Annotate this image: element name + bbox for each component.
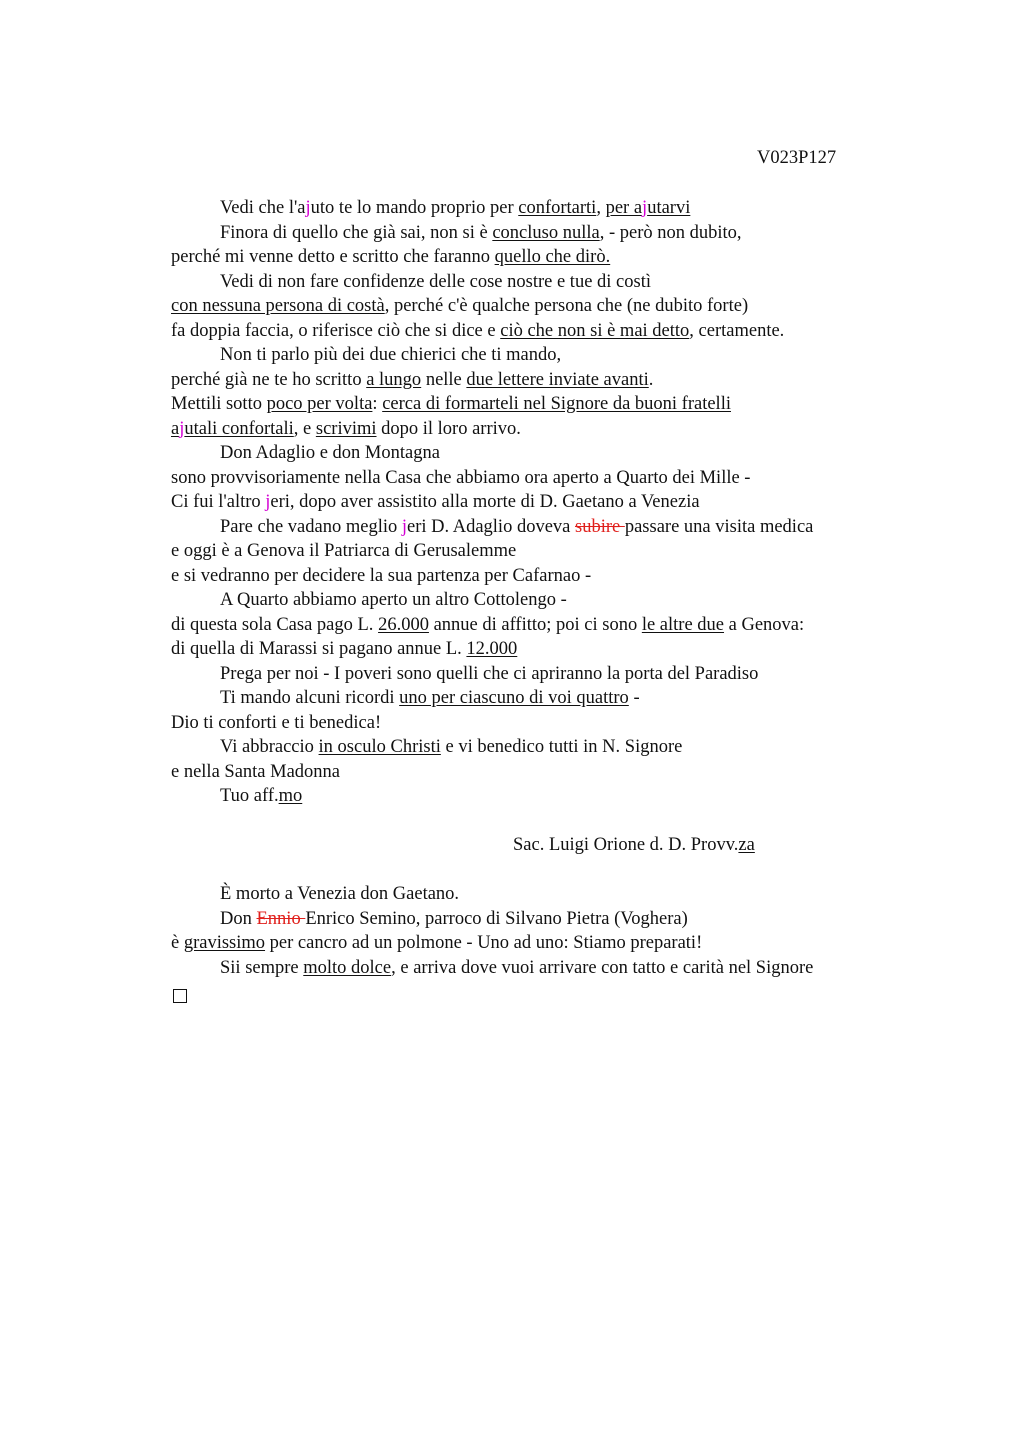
text-run: Vedi di non fare confidenze delle cose nostre e tue di costì (220, 271, 651, 292)
text-run: e si vedranno per decidere la sua partenza per Cafarnao - (171, 565, 592, 586)
corrected-letter: j (305, 198, 311, 218)
text-run: a Genova: (724, 614, 805, 635)
underlined-text: uno per ciascuno di voi quattro (399, 688, 629, 708)
underlined-text: 26.000 (378, 614, 429, 635)
underlined-text: gravissimo (183, 933, 266, 953)
letter-line (171, 368, 891, 393)
text-run: Finora di quello che già sai, non si è (220, 222, 493, 243)
corrected-letter: j (401, 516, 407, 537)
spacer (171, 809, 891, 834)
letter-line (171, 515, 891, 540)
letter-line (171, 319, 891, 344)
text-run: eri, dopo aver assistito alla morte di D. Gaetano a Venezia (270, 492, 700, 512)
underlined-text: con nessuna persona di costà (171, 296, 385, 316)
corrected-letter: j (179, 418, 185, 439)
text-run: Vedi che l'a (220, 198, 306, 218)
letter-line (171, 686, 891, 711)
deleted-text: Ennio (256, 908, 306, 929)
text-run: Ci fui l'altro (171, 492, 266, 512)
underlined-text: ciò che non si è mai detto (500, 320, 690, 341)
underlined-text: quello che dirò. (494, 247, 611, 267)
letter-line (171, 441, 891, 466)
text-run: Don Adaglio e don Montagna (220, 443, 440, 463)
letter-body (171, 196, 891, 1005)
text-run: , - però non dubito, (599, 222, 742, 243)
underlined-text: mo (278, 786, 303, 806)
underlined-text: poco per volta (266, 394, 373, 414)
page-id: V023P127 (757, 148, 837, 168)
letter-line (171, 662, 891, 687)
underlined-text: molto dolce (303, 957, 392, 978)
text-run: sono provvisoriamente nella Casa che abbiamo ora aperto a Quarto dei Mille - (171, 467, 751, 488)
postscript-line (171, 882, 891, 907)
text-run: Enrico Semino, parroco di Silvano Pietra (Voghera) (305, 908, 688, 929)
letter-line (171, 588, 891, 613)
letter-line (171, 417, 891, 442)
postscript-line (171, 907, 891, 932)
text-run: , (596, 198, 606, 218)
text-run: Sac. Luigi Orione d. D. Provv. (513, 835, 739, 855)
signature-line (171, 833, 891, 858)
text-run: passare una visita medica (624, 516, 814, 537)
text-run: Mettili sotto (171, 394, 267, 414)
text-run: a (171, 418, 180, 439)
letter-line (171, 490, 891, 515)
underlined-text: cerca di formarteli nel Signore da buoni fratelli (382, 394, 731, 414)
text-run: di quella di Marassi si pagano annue L. (171, 639, 467, 659)
text-run: per cancro ad un polmone - Uno ad uno: Stiamo preparati! (265, 933, 703, 953)
underlined-text (606, 198, 691, 218)
letter-line (171, 613, 891, 638)
letter-line (171, 294, 891, 319)
text-run: uto te lo mando proprio per (310, 198, 519, 218)
letter-line (171, 245, 891, 270)
text-run: e vi benedico tutti in N. Signore (440, 737, 683, 757)
text-run: utali confortali (184, 418, 294, 439)
letter-line (171, 735, 891, 760)
text-run: È morto a Venezia don Gaetano. (220, 884, 460, 904)
underlined-text (171, 419, 294, 439)
underlined-text: in osculo Christi (318, 737, 441, 757)
text-run: dopo il loro arrivo. (376, 418, 521, 439)
text-run: perché già ne te ho scritto (171, 369, 367, 390)
text-run: Ti mando alcuni ricordi (220, 688, 400, 708)
letter-line (171, 343, 891, 368)
text-run: , e arriva dove vuoi arrivare con tatto e carità nel Signore (391, 957, 814, 978)
text-run: e nella Santa Madonna (171, 761, 341, 782)
letter-line (171, 270, 891, 295)
underlined-text: za (738, 835, 755, 855)
text-run: perché mi venne detto e scritto che faranno (171, 247, 495, 267)
underlined-text: scrivimi (315, 418, 377, 439)
spacer (171, 858, 891, 883)
postscript-line (171, 956, 891, 981)
text-run: nelle (421, 369, 467, 390)
text-run: A Quarto abbiamo aperto un altro Cottolengo - (220, 590, 567, 610)
text-run: Prega per noi - I poveri sono quelli che ci apriranno la porta del Paradiso (220, 663, 759, 684)
corrected-letter: j (265, 492, 271, 512)
underlined-text: a lungo (366, 369, 422, 390)
text-run: fa doppia faccia, o riferisce ciò che si dice e (171, 320, 501, 341)
text-run: e oggi è a Genova il Patriarca di Gerusalemme (171, 541, 517, 561)
text-run: Vi abbraccio (220, 737, 319, 757)
text-run: . (648, 369, 654, 390)
letter-line (171, 196, 891, 221)
underlined-text: confortarti (518, 198, 597, 218)
text-run: , e (293, 418, 316, 439)
text-run: è (171, 933, 184, 953)
letter-line (171, 760, 891, 785)
text-run: , perché c'è qualche persona che (ne dubito forte) (384, 296, 749, 316)
letter-line (171, 564, 891, 589)
text-run: Non ti parlo più dei due chierici che ti mando, (220, 345, 562, 365)
corrected-letter: j (642, 198, 648, 218)
text-run: utarvi (647, 198, 691, 218)
text-run: di questa sola Casa pago L. (171, 614, 379, 635)
postscript-line (171, 931, 891, 956)
letter-line (171, 392, 891, 417)
text-run: Don (220, 908, 257, 929)
underlined-text: le altre due (641, 614, 725, 635)
text-run: Dio ti conforti e ti benedica! (171, 712, 382, 733)
end-box-icon (173, 989, 187, 1003)
underlined-text: 12.000 (466, 639, 518, 659)
text-run: : (372, 394, 383, 414)
text-run: - (628, 688, 640, 708)
letter-line (171, 466, 891, 491)
text-run: Sii sempre (220, 957, 304, 978)
letter-line (171, 637, 891, 662)
text-run: Tuo aff. (220, 786, 279, 806)
text-run: , certamente. (689, 320, 785, 341)
end-marker-line (171, 980, 891, 1005)
deleted-text: subire (575, 516, 625, 537)
underlined-text: concluso nulla (492, 222, 600, 243)
text-run: eri D. Adaglio doveva (407, 516, 575, 537)
letter-line (171, 539, 891, 564)
letter-line (171, 711, 891, 736)
text-run: Pare che vadano meglio (220, 516, 402, 537)
text-run: annue di affitto; poi ci sono (428, 614, 642, 635)
underlined-text: due lettere inviate avanti (466, 369, 649, 390)
closing-line (171, 784, 891, 809)
text-run: per a (605, 198, 643, 218)
letter-line (171, 221, 891, 246)
